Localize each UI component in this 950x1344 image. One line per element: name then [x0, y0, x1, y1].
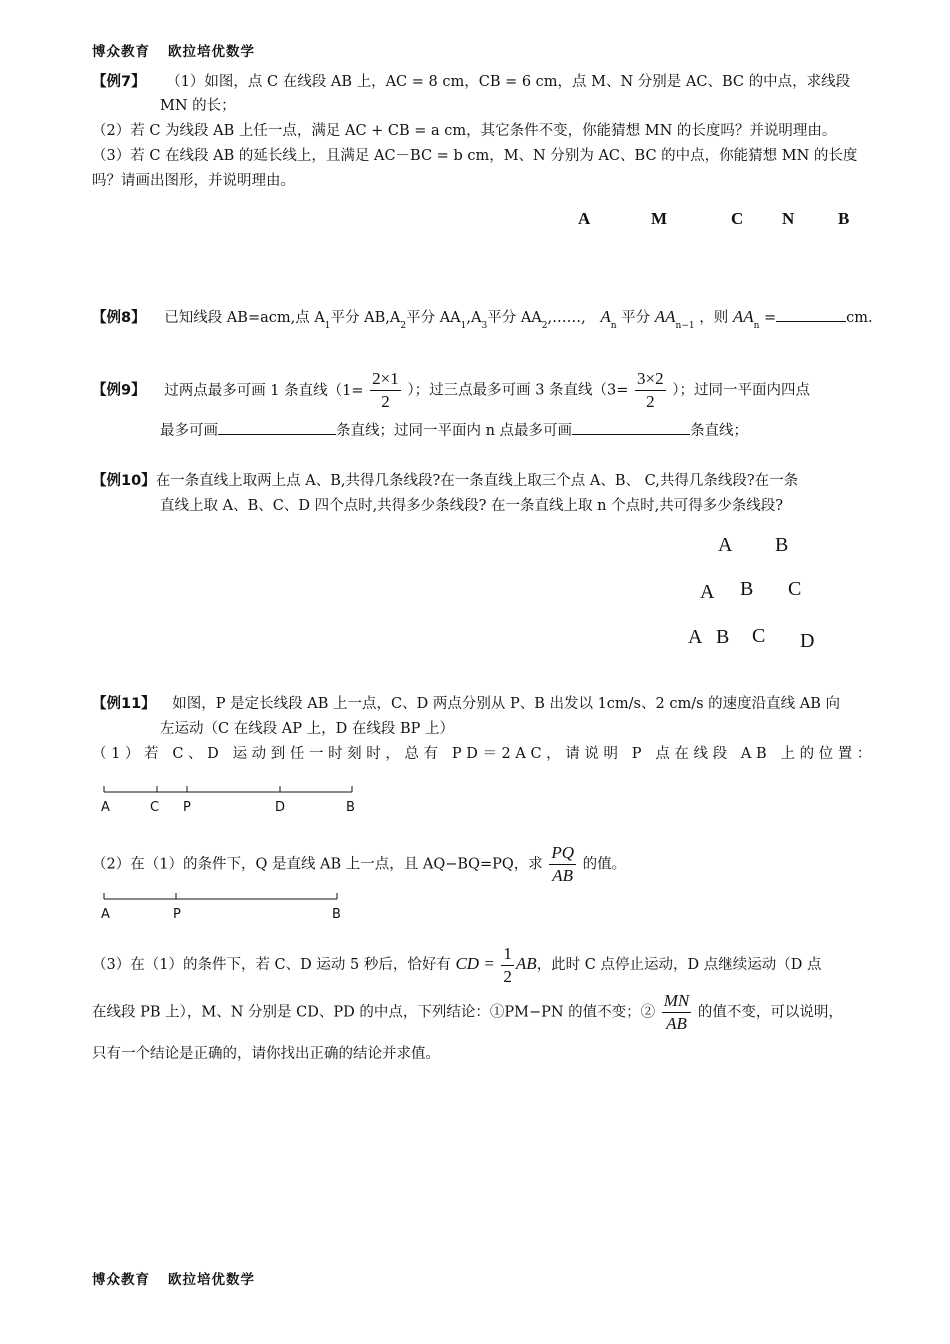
ex7-point-n: N [782, 209, 795, 228]
ex9-t3: ）；过同一平面内四点 [672, 382, 810, 399]
ex10-row3-d: D [800, 630, 815, 652]
ex8-t4: ,A [466, 310, 482, 326]
ex8-answer-blank [776, 307, 846, 322]
ex7-text-3a: （3）若 C 在线段 AB 的延长线上，且满足 AC－BC = b cm，M、N 分别为 AC、BC 的中点，你能猜想 MN 的长度 [92, 148, 858, 164]
ex7-text-1a: （1）如图，点 C 在线段 AB 上，AC = 8 cm，CB = 6 cm，点 M、N 分别是 AC、BC 的中点，求线段 [166, 74, 851, 90]
ex9-t5: 条直线；过同一平面内 n 点最多可画 [336, 423, 573, 439]
header-org: 博众教育 [92, 44, 150, 60]
ex11-question-3 [92, 942, 821, 988]
footer-course: 欧拉培优数学 [168, 1272, 255, 1288]
ex8-sub: n [753, 321, 760, 331]
ex9-blank-1 [218, 420, 336, 435]
ex8-sub: 3 [481, 321, 488, 331]
ex8-label: 【例8】 [92, 310, 146, 326]
ex8-aa: AA [654, 307, 676, 326]
header-course: 欧拉培优数学 [168, 44, 255, 60]
ex8-t2: 平分 AB,A [330, 310, 401, 326]
ex11-fig2-a: A [101, 907, 110, 922]
ex9-f1-den: 2 [381, 392, 390, 411]
ex11-fig2-p: P [173, 907, 181, 922]
ex11-fig1-d: D [275, 800, 286, 815]
ex11-q3-ab: AB [515, 954, 537, 973]
page-footer [92, 1268, 255, 1288]
ex10-row2-c: C [788, 578, 802, 600]
ex8-sub: 1 [460, 321, 467, 331]
ex11-line1 [92, 693, 840, 715]
ex11-question-2 [92, 842, 626, 887]
ex10-label: 【例10】 [92, 473, 156, 489]
ex11-q3-tail: ，此时 C 点停止运动，D 点继续运动（D 点 [536, 957, 822, 973]
ex7-point-m: M [651, 209, 668, 228]
ex11-q4-den: AB [666, 1014, 687, 1033]
ex8-t7: 平分 [621, 310, 651, 326]
ex11-q4-fraction [662, 990, 692, 1035]
footer-org: 博众教育 [92, 1272, 150, 1288]
ex11-q3-cd: CD = [455, 954, 495, 973]
page-header [92, 40, 255, 60]
ex7-point-b: B [838, 209, 850, 228]
ex11-fig2-b: B [332, 907, 341, 922]
ex11-fig2-segment [100, 891, 350, 905]
ex11-text-2: 左运动（C 在线段 AP 上，D 在线段 BP 上） [160, 721, 455, 737]
ex9-label: 【例9】 [92, 382, 146, 399]
ex8-sub: n−1 [675, 321, 695, 331]
ex8-t1: 已知线段 AB=acm,点 A [164, 310, 325, 326]
ex9-t2: ）；过三点最多可画 3 条直线（3= [407, 382, 629, 399]
ex11-q4-tail: 的值不变，可以说明， [697, 1004, 843, 1021]
ex11-fig1-c: C [150, 800, 160, 815]
ex11-q2-tail: 的值。 [582, 856, 627, 873]
ex11-q4-num: MN [662, 990, 692, 1013]
ex11-q3-den: 2 [503, 966, 512, 986]
ex11-q2-text: （2）在（1）的条件下，Q 是直线 AB 上一点，且 AQ−BQ=PQ，求 [92, 856, 543, 873]
ex10-line1 [92, 470, 798, 492]
ex10-text-2: 直线上取 A、B、C、D 四个点时,共得多少条线段? 在一条直线上取 n 个点时,共可得多少条线段? [160, 498, 783, 514]
ex11-q2-num: PQ [549, 842, 576, 865]
ex7-text-1b: MN 的长； [160, 98, 236, 114]
ex9-blank-2 [572, 420, 690, 435]
ex11-fig1-p: P [183, 800, 191, 815]
ex9-f2-den: 2 [646, 392, 655, 411]
ex11-question-3b [92, 990, 843, 1035]
ex7-point-c: C [731, 209, 744, 228]
ex11-text-1: 如图，P 是定长线段 AB 上一点，C、D 两点分别从 P、B 出发以 1cm/s、2 cm/s 的速度沿直线 AB 向 [172, 696, 840, 712]
ex10-row2-b: B [740, 578, 754, 600]
ex11-fig1-segment [100, 784, 360, 798]
ex11-q3-fraction [501, 943, 514, 988]
ex9-line1 [92, 368, 810, 413]
ex7-text-2: （2）若 C 为线段 AB 上任一点，满足 AC + CB = a cm，其它条件不变，你能猜想 MN 的长度吗？并说明理由。 [92, 123, 837, 139]
ex8-t3: 平分 AA [406, 310, 461, 326]
ex10-row3-b: B [716, 626, 730, 648]
ex8-sub: 2 [541, 321, 548, 331]
ex10-text-1: 在一条直线上取两上点 A、B,共得几条线段?在一条直线上取三个点 A、B、 C,共得几条线段?在一条 [155, 473, 799, 489]
ex10-row2-a: A [700, 581, 715, 603]
ex11-label: 【例11】 [92, 696, 156, 712]
ex11-fig1-b: B [346, 800, 355, 815]
ex11-fig1-a: A [101, 800, 110, 815]
ex8-an: A [600, 307, 611, 326]
ex11-q2-fraction [549, 842, 576, 887]
ex8-t9: = [764, 310, 777, 326]
ex8-aa2: AA [732, 307, 754, 326]
ex10-row1-a: A [718, 534, 733, 556]
ex9-t1: 过两点最多可画 1 条直线（1= [164, 382, 364, 399]
ex11-question-3c: 只有一个结论是正确的，请你找出正确的结论并求值。 [92, 1046, 440, 1062]
ex8-sub: 1 [324, 321, 331, 331]
ex8-t10: cm. [846, 310, 873, 326]
ex11-q2-den: AB [552, 866, 574, 885]
ex8-t5: 平分 AA [487, 310, 542, 326]
ex11-q4-text: 在线段 PB 上），M、N 分别是 CD、PD 的中点，下列结论：①PM−PN 的值不变；② [92, 1004, 656, 1021]
ex8-t6: ,……, [547, 310, 586, 326]
ex8-sub: 2 [400, 321, 407, 331]
ex11-q3-text: （3）在（1）的条件下，若 C、D 运动 5 秒后，恰好有 [92, 957, 451, 973]
ex10-row3-c: C [752, 625, 766, 647]
ex8-t8: ，则 [699, 310, 729, 326]
ex9-fraction-2 [635, 368, 666, 413]
ex9-f2-num: 3×2 [635, 368, 666, 391]
ex9-f1-num: 2×1 [370, 368, 401, 391]
ex9-t4: 最多可画 [160, 423, 218, 439]
ex9-fraction-1 [370, 368, 401, 413]
ex9-t6: 条直线； [690, 423, 749, 439]
ex11-question-1: （1）若 C、D 运动到任一时刻时，总有 PD＝2AC，请说明 P 点在线段 AB 上的位置： [92, 746, 876, 762]
ex10-row3-a: A [688, 626, 703, 648]
ex8-sub: n [610, 321, 617, 331]
ex7-label: 【例7】 [92, 74, 146, 90]
ex7-text-3b: 吗？请画出图形，并说明理由。 [92, 173, 295, 189]
ex11-q3-num: 1 [501, 943, 514, 966]
ex7-line1 [92, 71, 850, 93]
ex10-row1-b: B [775, 534, 789, 556]
ex9-line2 [160, 420, 748, 442]
ex7-point-a: A [578, 209, 591, 228]
ex8-line [92, 306, 873, 331]
